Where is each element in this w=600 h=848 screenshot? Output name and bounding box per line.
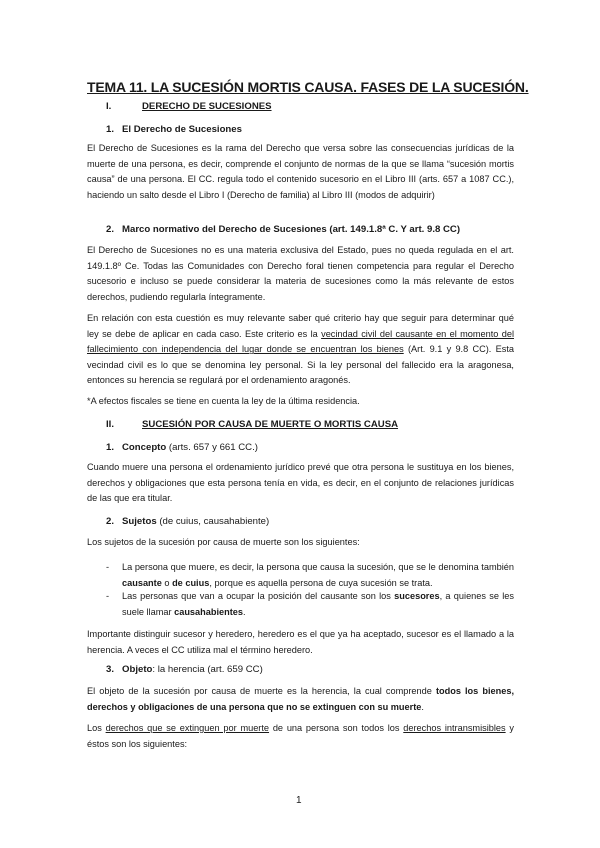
paragraph-6: Los sujetos de la sucesión por causa de muerte son los siguientes: — [87, 537, 360, 547]
paragraph-3-underlined: vecindad civil del causante en el momento del fallecimiento con independencia del lugar donde se encuentran los bienes — [87, 328, 514, 355]
subsection-heading-1-2 — [106, 224, 460, 235]
page-number: 1 — [296, 795, 302, 806]
list-item — [106, 589, 514, 620]
subsection-number: 1. — [106, 124, 115, 135]
subsection-reference: (arts. 657 y 661 CC.) — [166, 442, 258, 453]
section-heading-2 — [106, 419, 398, 430]
subsection-reference: (de cuius, causahabiente) — [156, 516, 270, 527]
paragraph-8 — [87, 684, 514, 715]
document-title: TEMA 11. LA SUCESIÓN MORTIS CAUSA. FASES DE LA SUCESIÓN. — [87, 79, 529, 95]
paragraph-2: El Derecho de Sucesiones no es una materia exclusiva del Estado, pues no queda regulada en el art. 149.1.8º Ce. Todas las Comunidades con Derecho foral tienen competencia para regular el Derecho sucesorio e incluso se puede considerar la materia de sucesiones como la más relevante de estos derechos, pudiendo regularla íntegramente. — [87, 245, 514, 302]
section-title: DERECHO DE SUCESIONES — [142, 101, 272, 112]
subsection-heading-2-2 — [106, 516, 269, 527]
subsection-number: 2. — [106, 516, 115, 527]
paragraph-9-text-b: de una persona son todos los — [269, 723, 404, 733]
subsection-number: 2. — [106, 224, 115, 235]
paragraph-9-text-a: Los — [87, 723, 106, 733]
paragraph-9-text-c: y éstos son los siguientes: — [87, 723, 514, 749]
subsection-title: Concepto — [122, 442, 167, 453]
paragraph-8-text-a: El objeto de la sucesión por causa de muerte es la herencia, la cual comprende — [87, 686, 436, 696]
subsection-number: 1. — [106, 442, 115, 453]
list-bullet: - — [106, 591, 110, 601]
subsection-heading-2-1 — [106, 442, 258, 453]
subsection-title: Sujetos — [122, 516, 157, 527]
section-number: I. — [106, 101, 112, 112]
paragraph-9 — [87, 721, 514, 752]
paragraph-9-underlined-1: derechos que se extinguen por muerte — [105, 723, 270, 733]
paragraph-9-underlined-2: derechos intransmisibles — [403, 723, 506, 733]
list-bullet: - — [106, 562, 110, 572]
paragraph-8-text-c: . — [421, 701, 424, 712]
subsection-heading-2-3 — [106, 664, 263, 675]
section-number: II. — [106, 419, 114, 430]
subsection-title: El Derecho de Sucesiones — [122, 124, 242, 135]
subsection-reference: : la herencia (art. 659 CC) — [152, 664, 263, 675]
section-heading-1 — [106, 101, 272, 112]
paragraph-7: Importante distinguir sucesor y heredero, heredero es el que ya ha aceptado, sucesor es el llamado a la herencia. A veces el CC utiliza mal el término heredero. — [87, 629, 514, 655]
paragraph-5: Cuando muere una persona el ordenamiento jurídico prevé que otra persona le sustituya en los bienes, derechos y obligaciones que esta persona tenía en vida, es decir, en el conjunto de relaciones jurídicas de las que era titular. — [87, 462, 514, 504]
paragraph-4-note: *A efectos fiscales se tiene en cuenta la ley de la última residencia. — [87, 396, 360, 406]
list-item — [106, 560, 514, 591]
paragraph-3 — [87, 311, 514, 389]
subsection-title: Objeto — [122, 664, 153, 675]
subsection-number: 3. — [106, 664, 115, 675]
section-title: SUCESIÓN POR CAUSA DE MUERTE O MORTIS CAUSA — [142, 419, 399, 430]
paragraph-3-text-b: (Art. 9.1 y 9.8 CC). Esta vecindad civil es lo que se denomina ley personal. Si la ley personal del fallecido era la aragonesa, entonces su herencia se regulará por el ordenamiento aragonés. — [87, 344, 514, 386]
paragraph-1: El Derecho de Sucesiones es la rama del Derecho que versa sobre las consecuencias jurídicas de la muerte de una persona, es decir, comprende el conjunto de normas de la que se llama “sucesión mortis causa” de una persona. El CC. regula todo el contenido sucesorio en el Libro III (arts. 657 a 1087 CC.), haciendo un salto desde el Libro I (Derecho de familia) al Libro III (modos de adquirir) — [87, 143, 514, 200]
list-item-text: Las personas que van a ocupar la posición del causante son los sucesores, a quienes se les suele llamar causahabientes. — [122, 591, 514, 617]
paragraph-8-bold: todos los bienes, derechos y obligaciones de una persona que no se extinguen con su muerte — [87, 686, 514, 712]
subsection-title: Marco normativo del Derecho de Sucesiones (art. 149.1.8ª C. Y art. 9.8 CC) — [122, 224, 461, 235]
subsection-heading-1-1 — [106, 124, 242, 135]
list-item-text: La persona que muere, es decir, la persona que causa la sucesión, que se le denomina también causante o de cuius, porque es aquella persona de cuya sucesión se trata. — [122, 562, 514, 588]
paragraph-3-text-a: En relación con esta cuestión es muy relevante saber qué criterio hay que seguir para determinar qué ley se debe de aplicar en cada caso. Este criterio es la — [87, 313, 514, 339]
